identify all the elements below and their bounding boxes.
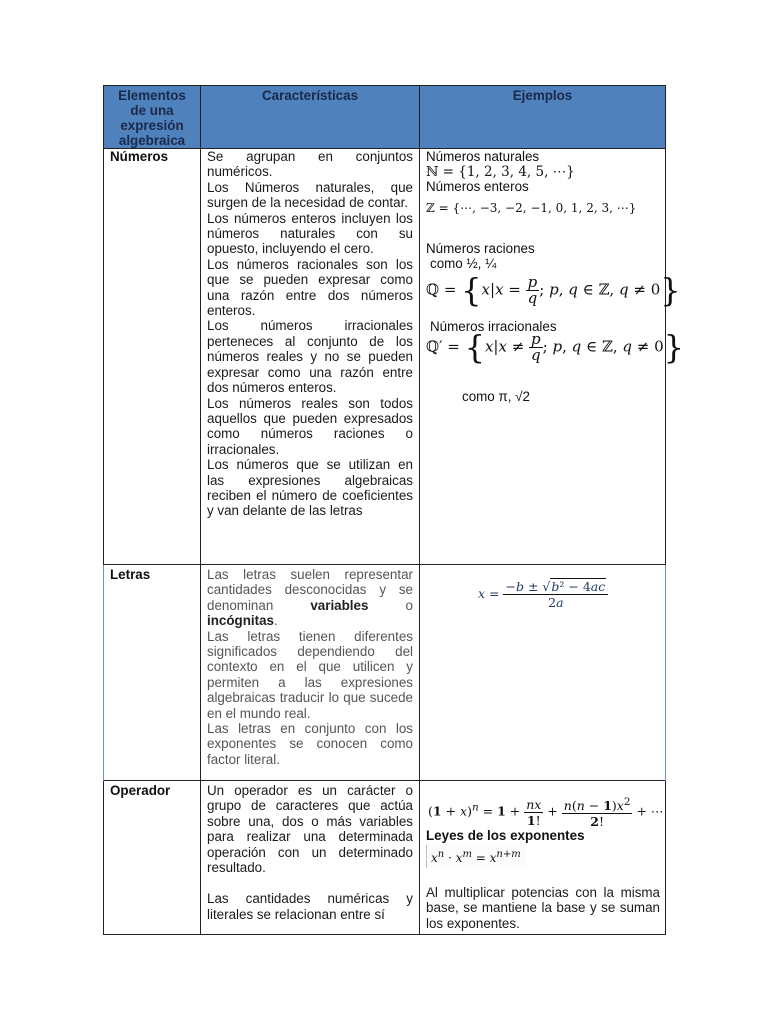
operador-examples xyxy=(420,781,666,935)
binomial-formula: $(1 + x)^n = 1$ + $\frac{nx}{1!}$ + $\frac{n(n - 1)x^2}{2!}$ + ⋯ xyxy=(428,796,664,830)
quadratic-formula: x = $\frac{\text{−b ± √b² − 4ac}}{2a}$ xyxy=(478,579,608,610)
row-label-letras: Letras xyxy=(103,565,201,781)
irracionales-label: Números irracionales xyxy=(430,319,557,334)
header-ejemplos: Ejemplos xyxy=(420,86,666,150)
row-label-numeros: Números xyxy=(103,149,201,565)
leyes-exponentes-title: Leyes de los exponentes xyxy=(426,828,585,843)
letras-bold-variables: variables xyxy=(310,597,369,613)
numeros-text-5: Los números irracionales perteneces al conjunto de los números reales y no se pueden expresar como una razón entre dos números enteros. xyxy=(207,318,413,396)
letras-text-3: Las letras en conjunto con los exponentes se conocen como factor literal. xyxy=(207,721,413,767)
table-header-row xyxy=(103,85,666,149)
numeros-text-6: Los números reales son todos aquellos que pueden expresados como números raciones o irracionales. xyxy=(207,395,413,457)
row-label-operador: Operador xyxy=(103,781,201,935)
numeros-text-7: Los números que se utilizan en las expresiones algebraicas reciben el número de coeficientes y van delante de las letras xyxy=(207,457,413,519)
operador-text-1: Un operador es un carácter o grupo de caracteres que actúa sobre una, dos o más variables para realizar una determinada operación con un determinado resultado. xyxy=(207,783,413,876)
exponent-law-formula: $x^n \cdot x^m = x^{n+m}$ xyxy=(426,845,527,868)
header-caracteristicas: Características xyxy=(201,86,420,150)
letras-text-o: o xyxy=(405,597,413,613)
racionales-como: como ½, ¼ xyxy=(430,256,497,271)
naturales-set-formula: ℕ = {1, 2, 3, 4, 5, ⋯} xyxy=(426,164,575,180)
irracionales-como: como π, √2 xyxy=(462,389,530,404)
enteros-set-formula: ℤ = {⋯, −3, −2, −1, 0, 1, 2, 3, ⋯} xyxy=(426,201,637,215)
table-row-operador xyxy=(103,781,666,935)
letras-text-a: Las letras suelen representar cantidades desconocidas y se denominan xyxy=(207,567,413,613)
numeros-text-4: Los números racionales son los que se pueden expresar como una razón entre dos números enteros. xyxy=(207,256,413,319)
enteros-label: Números enteros xyxy=(426,179,529,194)
table-row-numeros xyxy=(103,149,685,565)
numeros-examples xyxy=(420,149,685,565)
letras-characteristics xyxy=(201,565,420,781)
letras-bold-incognitas: incógnitas xyxy=(207,613,274,629)
header-elementos: Elementos de una expresión algebraica xyxy=(103,86,201,150)
letras-text-2: Las letras tienen diferentes significados dependiendo del contexto en el que utilicen y permiten a las expresiones algebraicas traducir lo que sucede en el mundo real. xyxy=(207,628,413,721)
rational-set-formula: ℚ = {x|x = $\frac{p}{q}$ ; p, q ∈ ℤ, q ≠ 0} xyxy=(426,271,681,310)
irrational-set-formula: ℚ′ = {x|x ≠ $\frac{p}{q}$ ; p, q ∈ ℤ, q ≠ 0} xyxy=(426,328,685,367)
operador-text-2: Las cantidades numéricas y literales se relacionan entre sí xyxy=(207,891,413,922)
operador-characteristics xyxy=(201,781,420,935)
racionales-label: Números raciones xyxy=(426,241,535,256)
letras-examples xyxy=(420,565,666,781)
numeros-text-1: Se agrupan en conjuntos numéricos. xyxy=(207,149,413,180)
numeros-text-3: Los números enteros incluyen los números naturales con su opuesto, incluyendo el cero. xyxy=(207,210,413,257)
letras-text-1: Las letras suelen representar cantidades desconocidas y se denominan variables o incógnitas. xyxy=(207,567,413,629)
numeros-characteristics xyxy=(201,149,420,565)
table-row-letras xyxy=(103,565,666,781)
exponent-law-text: Al multiplicar potencias con la misma base, se mantiene la base y se suman los exponentes. xyxy=(426,885,660,931)
naturales-label: Números naturales xyxy=(426,149,540,164)
numeros-text-2: Los Números naturales, que surgen de la necesidad de contar. xyxy=(207,179,413,211)
